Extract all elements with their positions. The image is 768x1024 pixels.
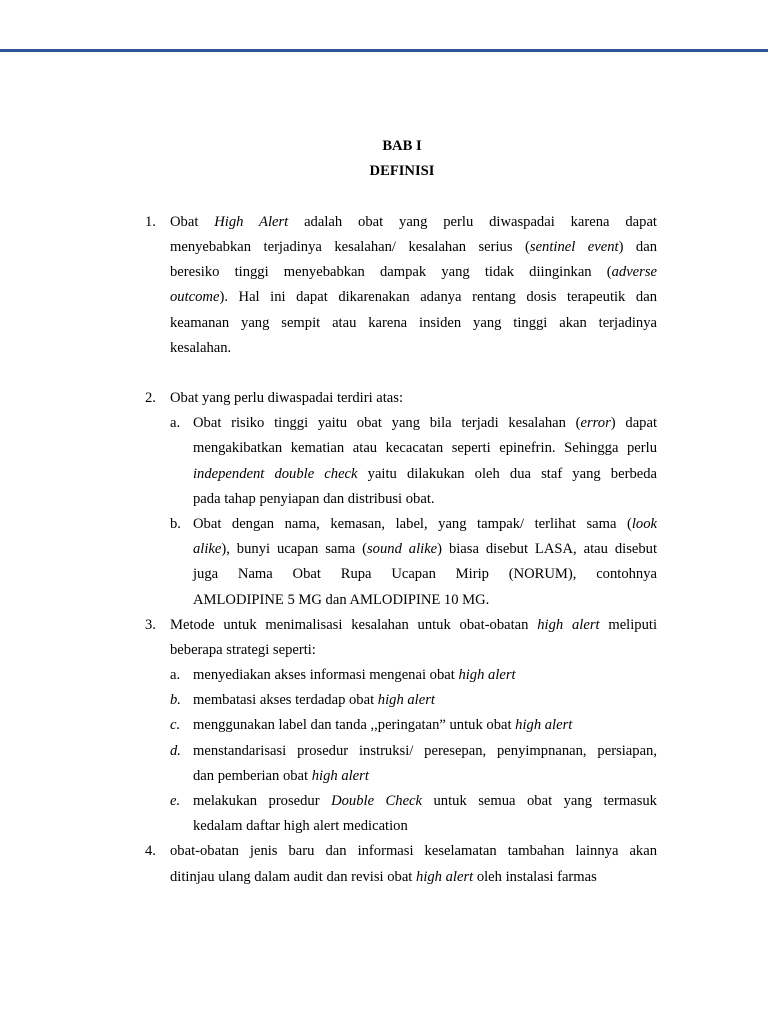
text-line [170, 315, 657, 332]
text-line [193, 415, 657, 432]
text-line [193, 692, 435, 709]
text-line [193, 491, 435, 508]
text-run: menyediakan akses informasi mengenai obat [193, 667, 459, 683]
text-line [193, 793, 657, 810]
list-number: 2. [145, 390, 156, 406]
text-line [170, 642, 316, 659]
text-run: ) dan [618, 239, 657, 255]
italic-term: outcome [170, 289, 220, 305]
text-line [193, 592, 489, 609]
sublist-marker: a. [170, 415, 181, 431]
chapter-heading: DEFINISI [369, 163, 435, 179]
text-run: membatasi akses terdadap obat [193, 692, 378, 708]
text-run: kesalahan. [170, 340, 232, 356]
text-line [193, 743, 657, 760]
text-run: meliputi [599, 617, 657, 633]
list-number: 3. [145, 617, 156, 633]
text-run: ditinjau ulang dalam audit dan revisi obat [170, 869, 417, 885]
italic-term: independent double check [193, 466, 358, 482]
italic-term: adverse [611, 264, 657, 280]
italic-term: high alert [416, 869, 474, 885]
text-run: untuk semua obat yang termasuk [422, 793, 657, 809]
text-run: menggunakan label dan tanda ,,peringatan” untuk obat [193, 717, 516, 733]
text-run: keamanan yang sempit atau karena insiden yang tinggi akan terjadinya [170, 315, 657, 331]
text-line [170, 390, 403, 407]
text-run: mengakibatkan kematian atau kecacatan seperti epinefrin. Sehingga perlu [193, 440, 657, 456]
italic-term: high alert [458, 667, 516, 683]
italic-term: sound alike [367, 541, 438, 557]
text-run: melakukan prosedur [193, 793, 332, 809]
text-run: beberapa strategi seperti: [170, 642, 316, 658]
text-line [170, 617, 657, 634]
text-line [170, 289, 657, 306]
text-line [193, 566, 657, 583]
italic-term: error [580, 415, 611, 431]
text-run: Obat risiko tinggi yaitu obat yang bila terjadi kesalahan ( [193, 415, 581, 431]
list-number: 1. [145, 214, 156, 230]
text-run: Obat yang perlu diwaspadai terdiri atas: [170, 390, 404, 406]
italic-term: High Alert [214, 214, 289, 230]
text-run: oleh instalasi farmas [473, 869, 597, 885]
text-run: beresiko tinggi menyebabkan dampak yang tidak diinginkan ( [170, 264, 612, 280]
text-line [193, 768, 369, 785]
sublist-marker: b. [170, 692, 181, 708]
text-run: juga Nama Obat Rupa Ucapan Mirip (NORUM), contohnya [193, 566, 657, 582]
sublist-marker: d. [170, 743, 181, 759]
text-run: pada tahap penyiapan dan distribusi obat. [193, 491, 435, 507]
text-run: obat-obatan jenis baru dan informasi keselamatan tambahan lainnya akan [170, 843, 657, 859]
text-line [193, 466, 657, 483]
text-line [193, 667, 516, 684]
text-run: ). Hal ini dapat dikarenakan adanya rentang dosis terapeutik dan [219, 289, 657, 305]
text-line [193, 440, 657, 457]
text-run: kedalam daftar high alert medication [193, 818, 408, 834]
sublist-marker: b. [170, 516, 181, 532]
text-line [193, 516, 657, 533]
text-run: AMLODIPINE 5 MG dan AMLODIPINE 10 MG. [193, 592, 490, 608]
text-line [170, 869, 597, 886]
text-line [170, 843, 657, 860]
text-run: Metode untuk menimalisasi kesalahan untuk obat-obatan [170, 617, 538, 633]
italic-term: alike [193, 541, 222, 557]
list-number: 4. [145, 843, 156, 859]
text-run: adalah obat yang perlu diwaspadai karena dapat [288, 214, 657, 230]
text-line [170, 214, 657, 231]
text-run: ) biasa disebut LASA, atau disebut [437, 541, 657, 557]
text-line [193, 541, 657, 558]
text-run: menyebabkan terjadinya kesalahan/ kesalahan serius ( [170, 239, 530, 255]
text-run: dan pemberian obat [193, 768, 312, 784]
italic-term: high alert [377, 692, 435, 708]
sublist-marker: c. [170, 717, 181, 733]
italic-term: high alert [311, 768, 369, 784]
text-run: yaitu dilakukan oleh dua staf yang berbeda [357, 466, 657, 482]
sublist-marker: e. [170, 793, 181, 809]
italic-term: look [631, 516, 657, 532]
sublist-marker: a. [170, 667, 181, 683]
header-rule [0, 49, 768, 52]
text-run: ), bunyi ucapan sama ( [221, 541, 367, 557]
text-run: ) dapat [610, 415, 657, 431]
text-line [170, 239, 657, 256]
text-run: Obat [170, 214, 215, 230]
italic-term: sentinel event [529, 239, 619, 255]
text-line [193, 717, 572, 734]
italic-term: high alert [537, 617, 600, 633]
italic-term: high alert [515, 717, 573, 733]
text-line [170, 264, 657, 281]
text-run: Obat dengan nama, kemasan, label, yang tampak/ terlihat sama ( [193, 516, 632, 532]
text-line [193, 818, 408, 835]
chapter-title: BAB I [382, 138, 422, 154]
italic-term: Double Check [331, 793, 422, 809]
text-run: menstandarisasi prosedur instruksi/ peresepan, penyimpnanan, persiapan, [193, 743, 657, 759]
text-line [170, 340, 231, 357]
